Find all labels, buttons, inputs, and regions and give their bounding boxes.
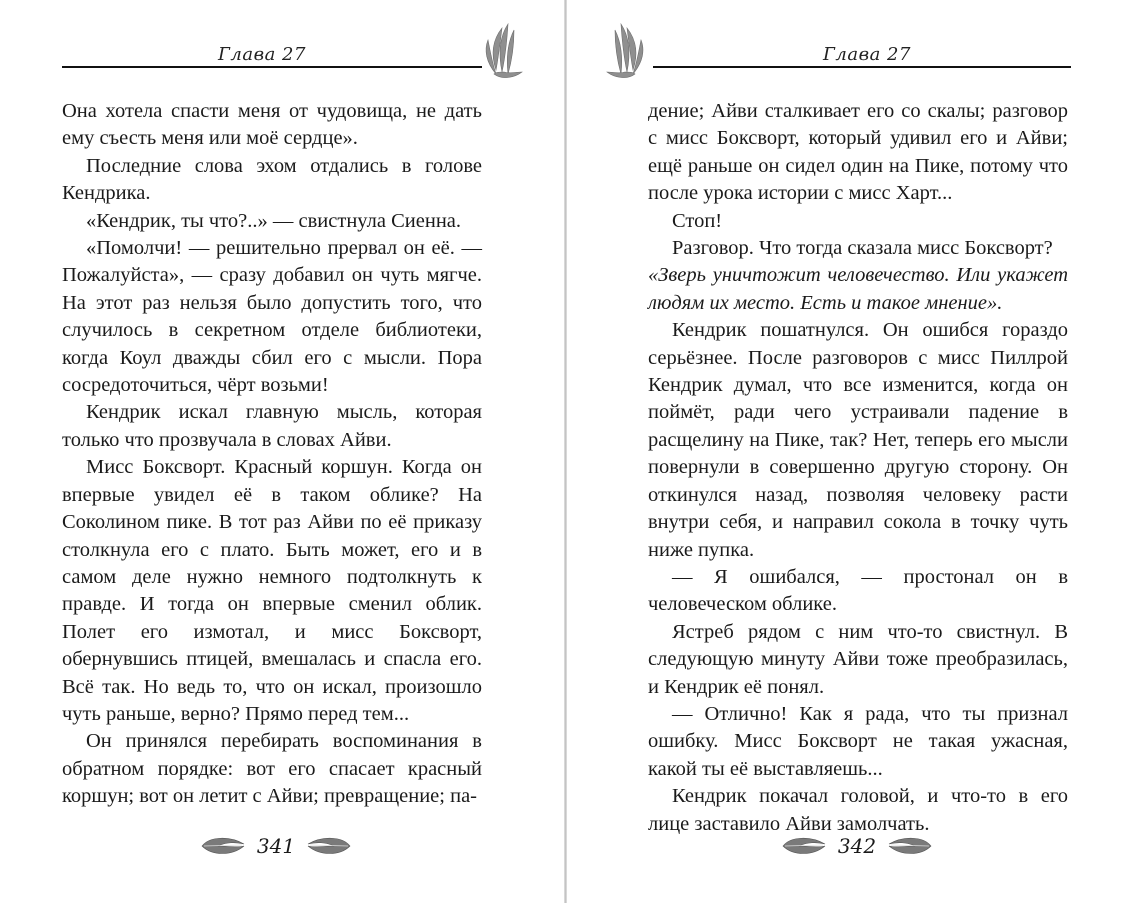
paragraph: Мисс Боксворт. Красный коршун. Когда он впервые увидел её в таком облике? На Соколином пике. В тот раз Айви по её приказу столкнула его с плато. Быть может, его и в самом деле нужно немного подтолкнуть к правде. И тогда он впервые сменил облик. Полет его измотал, и мисс Боксворт, обернувшись птицей, вмешалась и спасла его. Всё так. Но ведь то, что он искал, произошло чуть раньше, верно? Прямо перед тем...: [62, 456, 482, 725]
paragraph: Она хотела спасти меня от чудовища, не дать ему съесть меня или моё сердце».: [62, 100, 482, 150]
paragraph: «Помолчи! — решительно прервал он её. — Пожалуйста», — сразу добавил он чуть мягче. На этот раз нельзя было допустить того, что случилось в секретном отделе библиотеки, когда Коул дважды сбил его с мысли. Пора сосредоточиться, чёрт возьми!: [62, 237, 482, 397]
paragraph: Он принялся перебирать воспоминания в обратном порядке: вот его спасает красный коршун; вот он летит с Айви; превращение; па-: [62, 730, 482, 808]
left-page-text: [62, 98, 482, 811]
page-number-block: [781, 826, 933, 866]
paragraph: Ястреб рядом с ним что-то свистнул. В следующую минуту Айви тоже преобразилась, и Кендрик её понял.: [648, 620, 1068, 698]
page-number: 342: [837, 834, 877, 858]
right-page-header: [603, 0, 1071, 90]
running-head: Глава 27: [823, 44, 911, 65]
left-page: [0, 0, 564, 903]
paragraph: — Я ошибался, — простонал он в человеческом облике.: [648, 565, 1068, 616]
right-page-text: [648, 98, 1068, 838]
feather-right-icon: [306, 834, 352, 858]
page-number-block: [200, 826, 352, 866]
header-rule: [653, 66, 1071, 68]
wing-ornament-icon: [474, 20, 526, 86]
wing-ornament-icon: [603, 20, 655, 86]
paragraph: дение; Айви сталкивает его со скалы; разговор с мисс Боксворт, который удивил его и Айви; ещё раньше он сидел один на Пике, потому что после урока истории с мисс Харт...: [648, 100, 1068, 205]
left-page-header: [62, 0, 530, 90]
page-number: 341: [256, 834, 296, 858]
right-page: [567, 0, 1132, 903]
running-head: Глава 27: [218, 44, 306, 65]
feather-right-icon: [887, 834, 933, 858]
paragraph: Стоп!: [672, 209, 723, 232]
paragraph: Разговор. Что тогда сказала мисс Боксворт?: [672, 237, 1053, 260]
paragraph: Кендрик искал главную мысль, которая только что прозвучала в словах Айви.: [62, 401, 482, 451]
feather-left-icon: [781, 834, 827, 858]
paragraph: — Отлично! Как я рада, что ты признал ошибку. Мисс Боксворт не такая ужасная, какой ты её выставляешь...: [648, 702, 1068, 780]
header-rule: [62, 66, 482, 68]
paragraph: «Кендрик, ты что?..» — свистнула Сиенна.: [86, 209, 462, 232]
paragraph: Кендрик пошатнулся. Он ошибся гораздо серьёзнее. После разговоров с мисс Пиллрой Кендрик думал, что все изменится, когда он поймёт, ради чего устраивали падение в расщелину на Пике, так? Нет, теперь его мысли повернули в совершенно другую сторону. Он откинулся назад, позволяя человеку расти внутри себя, и направил сокола в точку чуть ниже пупка.: [648, 319, 1068, 561]
paragraph: Кендрик покачал головой, и что-то в его лице заставило Айви замолчать.: [648, 785, 1068, 835]
paragraph: Последние слова эхом отдались в голове Кендрика.: [62, 154, 482, 205]
paragraph-italic-quote: «Зверь уничтожит человечество. Или укажет людям их место. Есть и такое мнение».: [648, 264, 1068, 314]
feather-left-icon: [200, 834, 246, 858]
